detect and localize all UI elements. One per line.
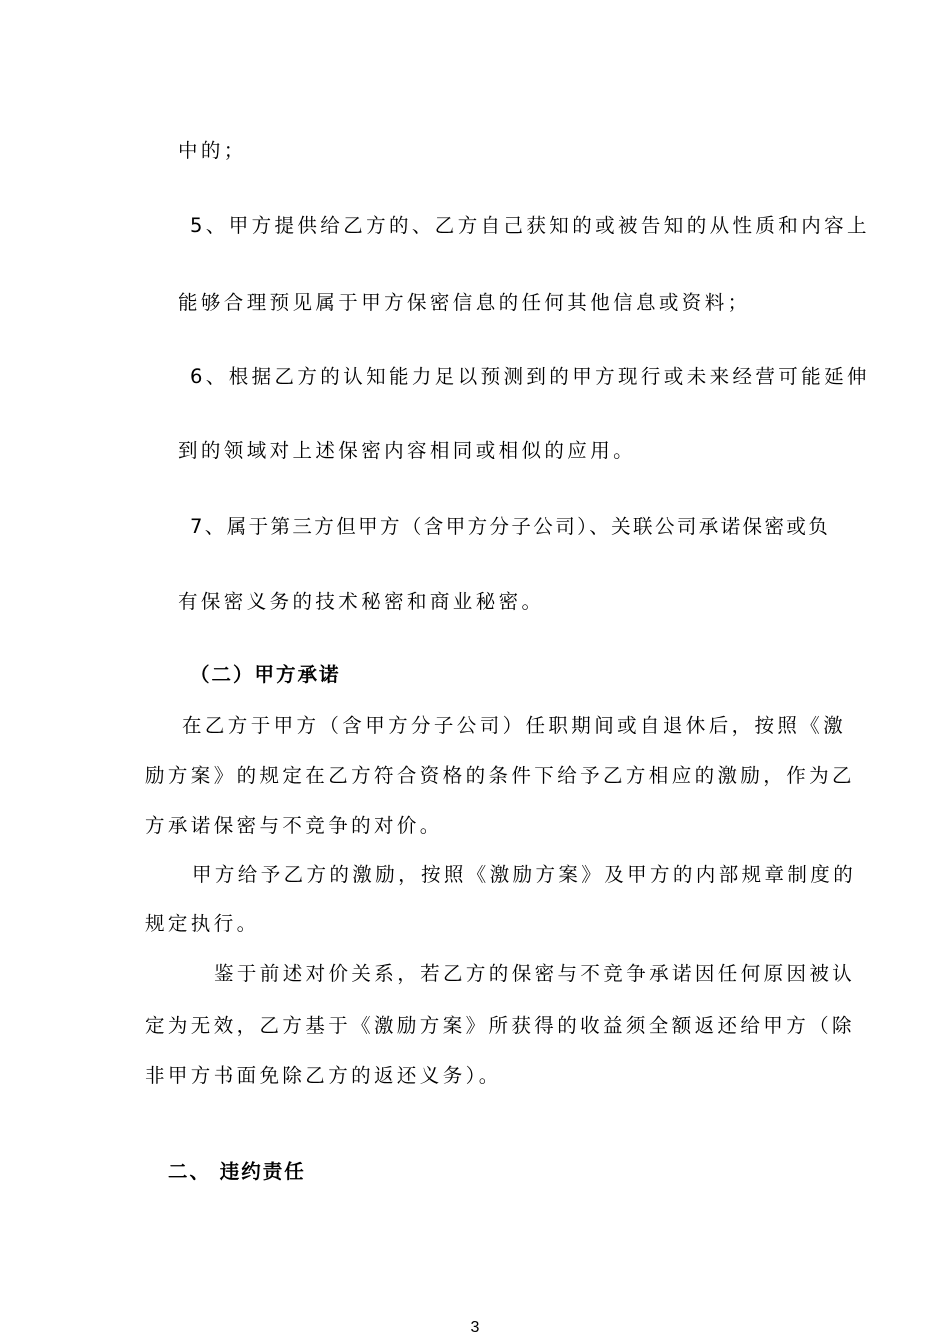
paragraph-1-line-3: 方承诺保密与不竞争的对价。	[145, 814, 443, 837]
chapter-heading-breach-liability: 二、 违约责任	[168, 1160, 306, 1183]
list-item-5-line-2: 能够合理预见属于甲方保密信息的任何其他信息或资料；	[178, 291, 751, 314]
page-number: 3	[470, 1319, 480, 1336]
section-heading-party-a-commitment: （二）甲方承诺	[190, 663, 341, 686]
paragraph-2-line-2: 规定执行。	[145, 912, 260, 935]
list-item-7-line-2: 有保密义务的技术秘密和商业秘密。	[178, 590, 545, 613]
paragraph-1-line-2: 励方案》的规定在乙方符合资格的条件下给予乙方相应的激励，作为乙	[145, 764, 855, 787]
list-item-6-line-2: 到的领域对上述保密内容相同或相似的应用。	[178, 439, 637, 462]
paragraph-3-line-2: 定为无效，乙方基于《激励方案》所获得的收益须全额返还给甲方（除	[145, 1014, 855, 1037]
paragraph-2-line-1: 甲方给予乙方的激励，按照《激励方案》及甲方的内部规章制度的	[192, 863, 857, 886]
text-line-continuation: 中的；	[178, 139, 247, 162]
list-item-5-line-1: 5、甲方提供给乙方的、乙方自己获知的或被告知的从性质和内容上	[190, 214, 870, 237]
paragraph-3-line-1: 鉴于前述对价关系，若乙方的保密与不竞争承诺因任何原因被认	[214, 962, 856, 985]
paragraph-1-line-1: 在乙方于甲方（含甲方分子公司）任职期间或自退休后，按照《激	[182, 714, 847, 737]
paragraph-3-line-3: 非甲方书面免除乙方的返还义务）。	[145, 1064, 502, 1087]
list-item-6-line-1: 6、根据乙方的认知能力足以预测到的甲方现行或未来经营可能延伸	[190, 365, 870, 388]
list-item-7-line-1: 7、属于第三方但甲方（含甲方分子公司）、关联公司承诺保密或负	[190, 515, 831, 538]
